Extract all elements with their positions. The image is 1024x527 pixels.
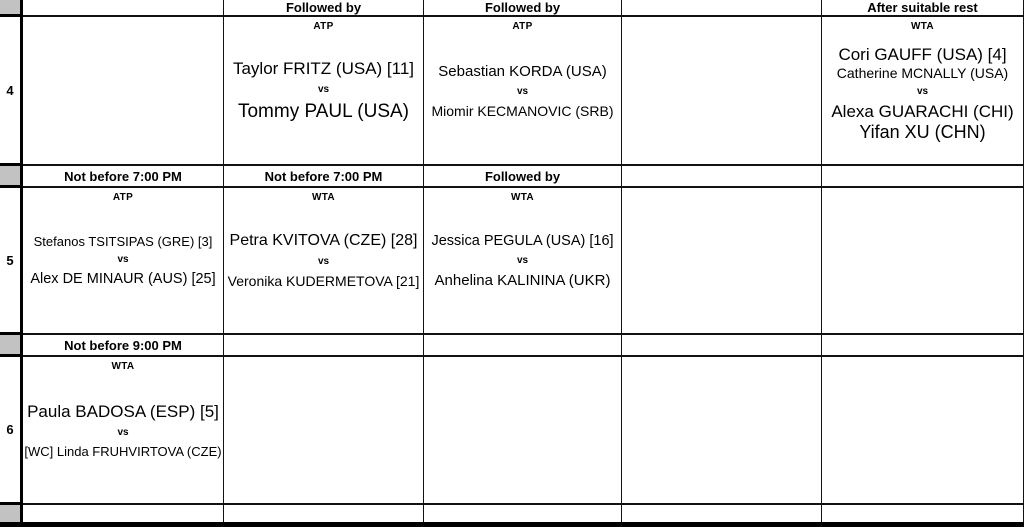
header-cell-empty	[622, 335, 822, 357]
player-name: Petra KVITOVA (CZE) [28]	[229, 232, 418, 250]
tour-label: WTA	[511, 192, 534, 203]
row-number-4: 4	[0, 17, 23, 166]
header-cell-empty	[424, 335, 622, 357]
empty-strip-cell	[622, 505, 822, 522]
tour-label: WTA	[312, 192, 335, 203]
player-name: Tommy PAUL (USA)	[237, 100, 410, 122]
match-cell-tsitsipas-vs-deminaur	[23, 188, 224, 335]
match-cell-fritz-vs-paul	[224, 17, 424, 166]
header-not-before-7pm: Not before 7:00 PM	[224, 166, 424, 188]
empty-strip-cell	[23, 505, 224, 522]
row-number-5: 5	[0, 188, 23, 335]
timeline-corner-cell	[0, 0, 23, 17]
player-name: Sebastian KORDA (USA)	[438, 62, 607, 80]
empty-match-cell	[822, 188, 1024, 335]
header-followed-by: Followed by	[224, 0, 424, 17]
header-followed-by: Followed by	[424, 166, 622, 188]
header-after-suitable-rest: After suitable rest	[822, 0, 1024, 17]
header-followed-by: Followed by	[424, 0, 622, 17]
vs-label: vs	[317, 256, 330, 268]
timeline-corner-cell	[0, 335, 23, 357]
header-cell-empty	[224, 335, 424, 357]
player-name: Alex DE MINAUR (AUS) [25]	[30, 271, 216, 288]
empty-match-cell	[622, 188, 822, 335]
vs-label: vs	[117, 426, 129, 438]
table-bottom-border	[0, 522, 1024, 527]
vs-label: vs	[516, 85, 529, 97]
match-cell-badosa-vs-fruhvirtova	[23, 357, 224, 505]
timeline-corner-cell	[0, 166, 23, 188]
header-cell-empty	[622, 166, 822, 188]
player-name: [WC] Linda FRUHVIRTOVA (CZE)	[24, 443, 222, 459]
empty-match-cell	[622, 357, 822, 505]
player-name: Paula BADOSA (ESP) [5]	[27, 401, 219, 421]
player-name: Catherine MCNALLY (USA)	[836, 65, 1009, 82]
empty-strip-cell	[224, 505, 424, 522]
header-not-before-9pm: Not before 9:00 PM	[23, 335, 224, 357]
header-cell-empty	[822, 335, 1024, 357]
tour-label: ATP	[313, 21, 334, 32]
vs-label: vs	[317, 83, 330, 95]
header-cell-empty	[23, 0, 224, 17]
tour-label: ATP	[112, 192, 134, 203]
row-number-6: 6	[0, 357, 23, 505]
player-name: Alexa GUARACHI (CHI)	[831, 101, 1014, 121]
match-cell-gauff-mcnally-vs-guarachi-xu	[822, 17, 1024, 166]
timeline-corner-cell	[0, 505, 23, 522]
empty-match-cell	[622, 17, 822, 166]
header-cell-empty	[822, 166, 1024, 188]
empty-match-cell	[822, 357, 1024, 505]
vs-label: vs	[516, 254, 529, 266]
player-name: Anhelina KALININA (UKR)	[434, 271, 611, 289]
tour-label: ATP	[512, 21, 533, 32]
empty-match-cell	[424, 357, 622, 505]
header-not-before-7pm: Not before 7:00 PM	[23, 166, 224, 188]
vs-label: vs	[916, 85, 929, 97]
match-cell-kvitova-vs-kudermetova	[224, 188, 424, 335]
match-cell-korda-vs-kecmanovic	[424, 17, 622, 166]
header-cell-empty	[622, 0, 822, 17]
vs-label: vs	[117, 254, 129, 266]
empty-match-cell	[23, 17, 224, 166]
player-name: Jessica PEGULA (USA) [16]	[431, 232, 614, 249]
player-name: Yifan XU (CHN)	[859, 121, 986, 142]
player-name: Cori GAUFF (USA) [4]	[838, 45, 1007, 65]
match-cell-pegula-vs-kalinina	[424, 188, 622, 335]
empty-match-cell	[224, 357, 424, 505]
player-name: Stefanos TSITSIPAS (GRE) [3]	[33, 233, 213, 249]
player-name: Veronika KUDERMETOVA [21]	[227, 273, 420, 290]
tour-label: WTA	[111, 361, 135, 372]
player-name: Miomir KECMANOVIC (SRB)	[431, 102, 614, 119]
empty-strip-cell	[424, 505, 622, 522]
player-name: Taylor FRITZ (USA) [11]	[232, 58, 415, 78]
empty-strip-cell	[822, 505, 1024, 522]
tour-label: WTA	[911, 21, 934, 32]
